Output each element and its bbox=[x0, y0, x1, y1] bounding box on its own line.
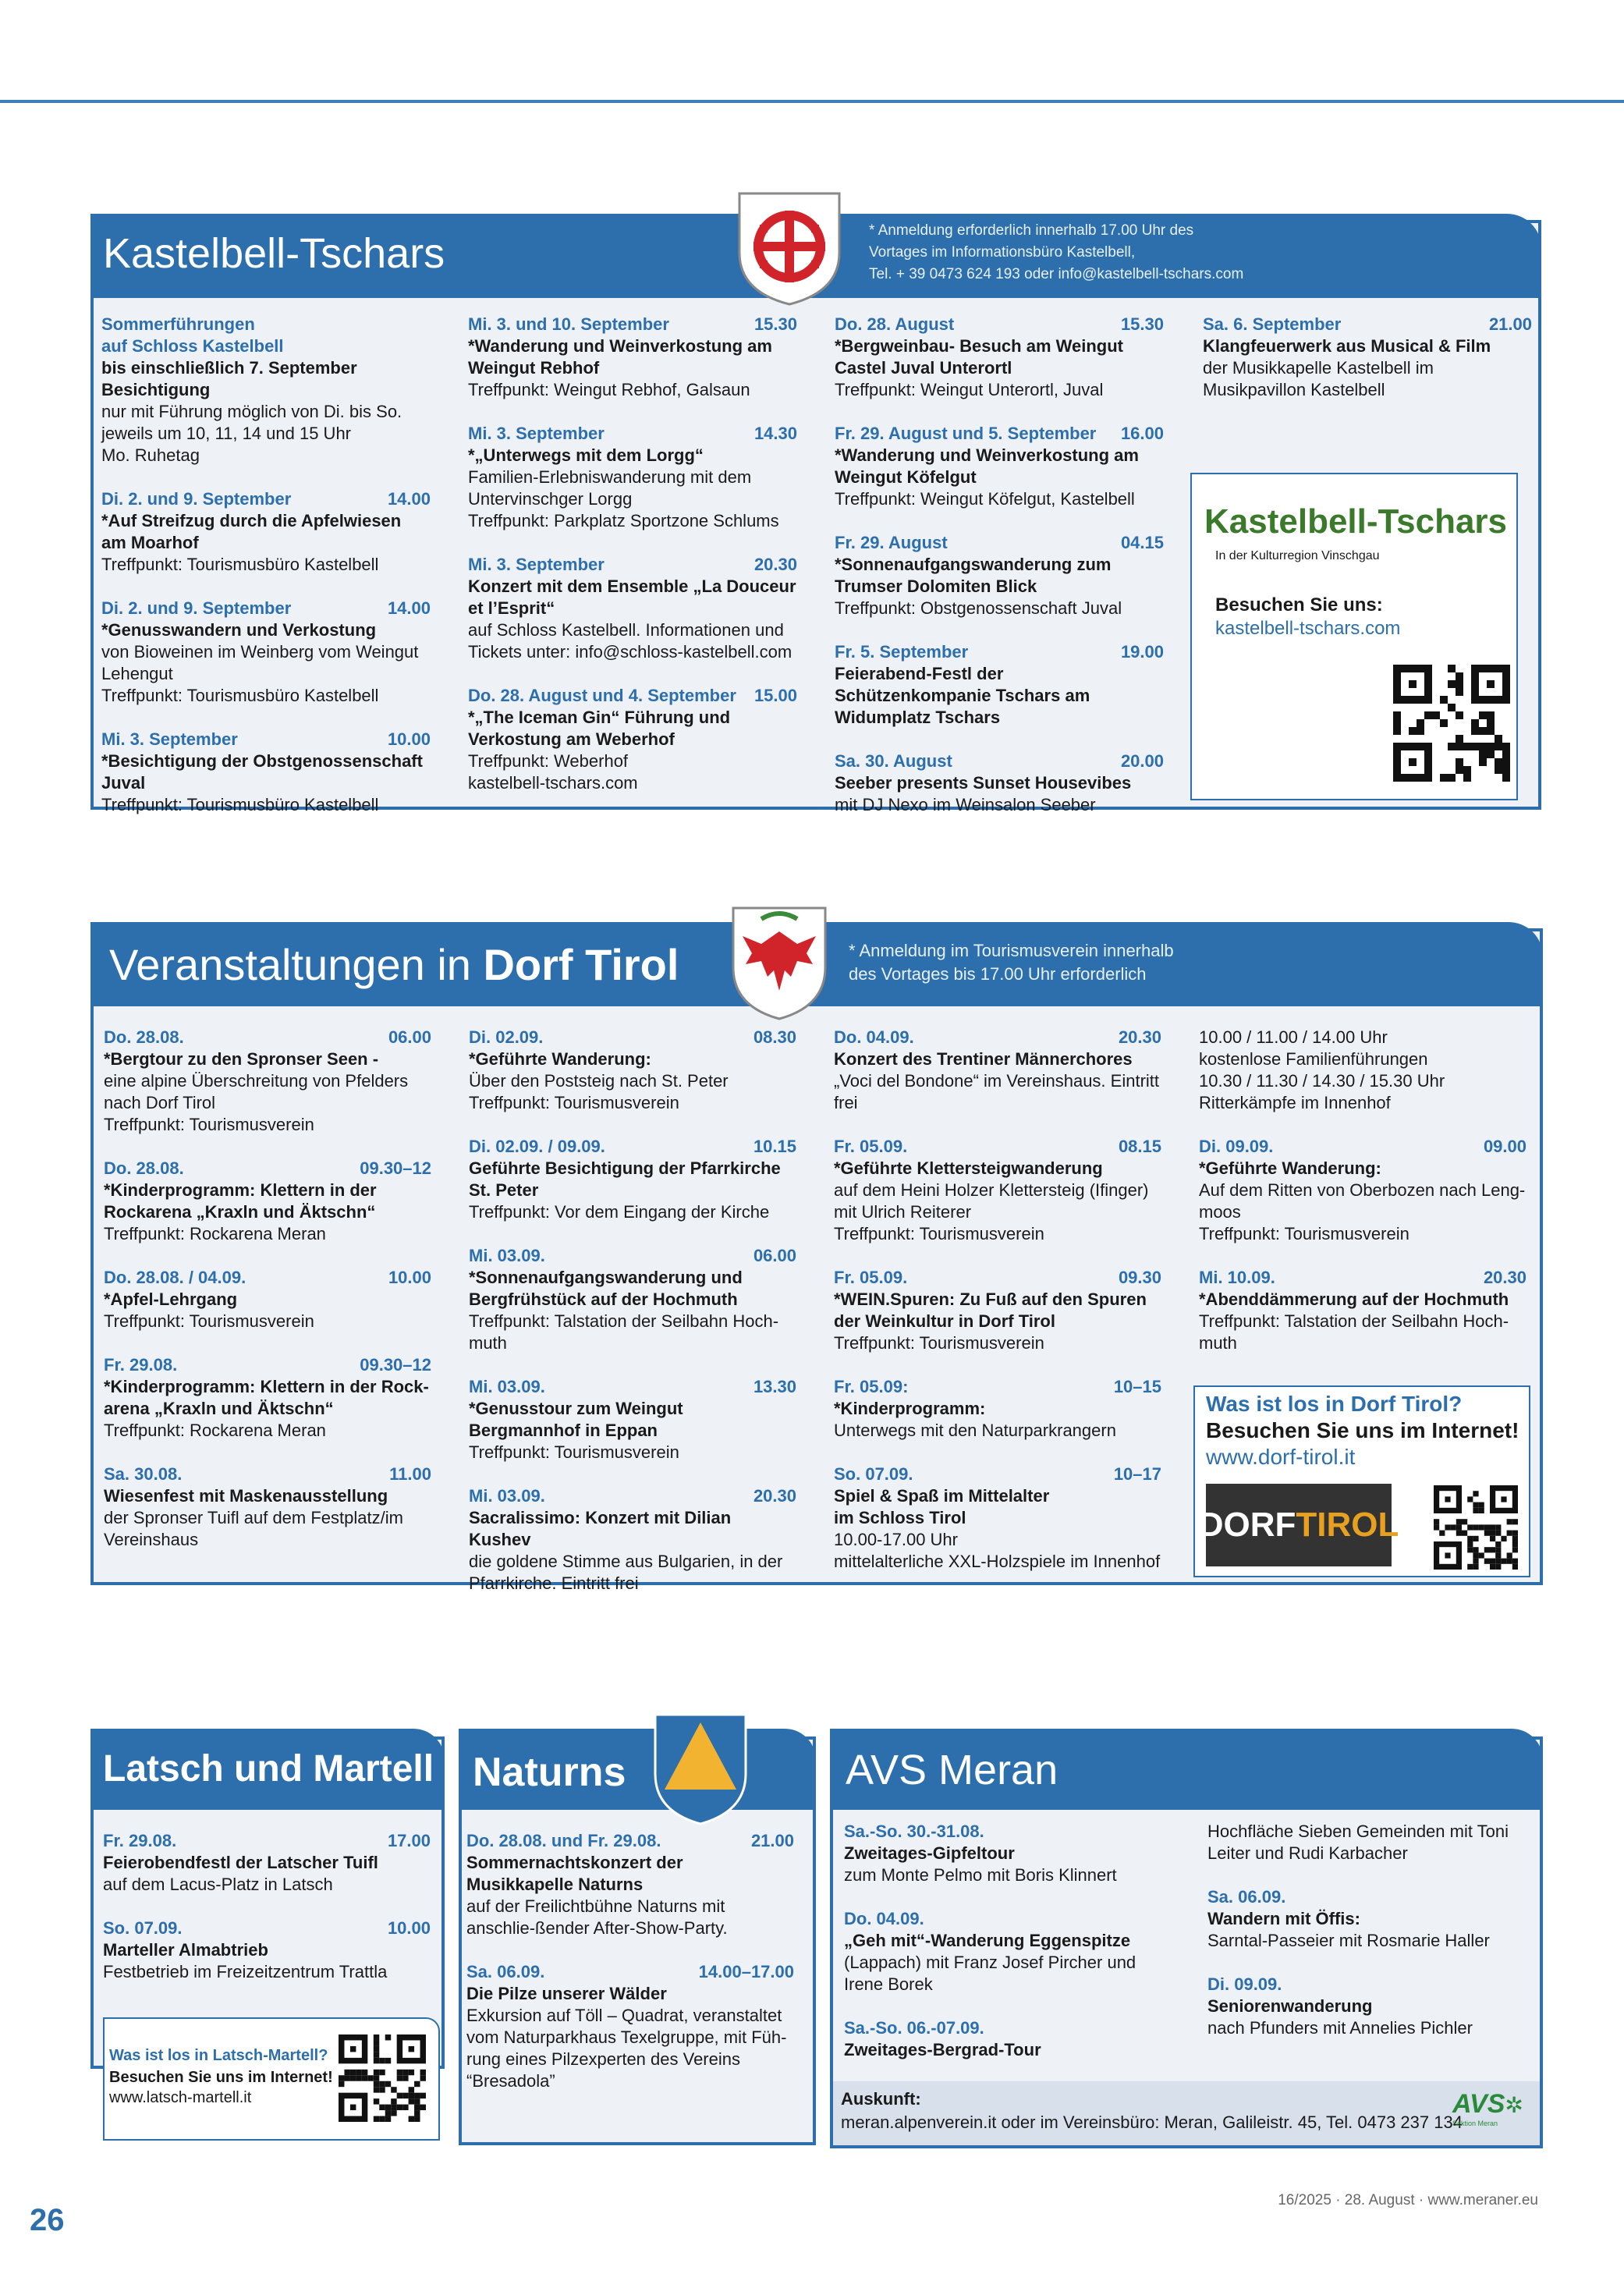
kastelbell-col-3 bbox=[835, 314, 1164, 838]
tirol-col-1 bbox=[104, 1027, 431, 1573]
event-date-row bbox=[834, 1136, 1161, 1158]
event-description: auf dem Lacus-Platz in Latsch bbox=[103, 1875, 333, 1894]
event-time: 10.00 bbox=[388, 1268, 431, 1287]
tirol-col-3 bbox=[834, 1027, 1161, 1595]
event-title: Spiel & Spaß im Mittelalter im Schloss Tirol bbox=[834, 1486, 1050, 1527]
dorf-tirol-logo-a: DORF bbox=[1198, 1506, 1296, 1544]
event-date-row bbox=[1203, 314, 1532, 335]
event-description: Sarntal-Passeier mit Rosmarie Haller bbox=[1207, 1931, 1490, 1950]
event-title: *Auf Streifzug durch die Apfelwiesen am Moarhof bbox=[101, 511, 402, 552]
event-time: 20.30 bbox=[753, 1486, 796, 1506]
event-time: 06.00 bbox=[388, 1027, 431, 1047]
event-date-row bbox=[835, 750, 1164, 772]
event-date-row bbox=[834, 1267, 1161, 1289]
event-date-row bbox=[104, 1027, 431, 1048]
event-date: Di. 09.09. bbox=[1199, 1137, 1274, 1156]
event-time: 21.00 bbox=[750, 1831, 794, 1850]
event-description: auf der Freilichtbühne Naturns mit anschlie-ßender After-Show-Party. bbox=[466, 1896, 728, 1938]
event-title: *Geführte Wanderung: bbox=[469, 1049, 651, 1069]
event-title: Geführte Besichtigung der Pfarrkirche St. Peter bbox=[469, 1158, 781, 1200]
event-date-row bbox=[466, 1830, 794, 1852]
event-date-row bbox=[844, 1821, 1172, 1843]
event-date: Mi. 10.09. bbox=[1199, 1268, 1275, 1287]
event-date: Do. 28.08. bbox=[104, 1027, 184, 1047]
event-description: „Voci del Bondone“ im Vereinshaus. Eintritt frei bbox=[834, 1071, 1160, 1112]
kastelbell-col-2 bbox=[468, 314, 797, 816]
tirol-qr-code-icon[interactable] bbox=[1434, 1485, 1518, 1570]
event-date-row bbox=[844, 2017, 1172, 2039]
tirol-title-bold: Dorf Tirol bbox=[483, 940, 679, 989]
avs-col-2 bbox=[1207, 1821, 1535, 2061]
event-time: 09.00 bbox=[1483, 1137, 1526, 1156]
event-date: Do. 28. August bbox=[835, 314, 955, 334]
event-time: 13.30 bbox=[753, 1377, 796, 1396]
event-time: 20.30 bbox=[753, 555, 797, 574]
event-time: 15.30 bbox=[753, 314, 797, 334]
event-date: Sa.-So. 30.-31.08. bbox=[844, 1822, 984, 1841]
event-time: 09.30 bbox=[1118, 1268, 1161, 1287]
event-title: Seniorenwanderung bbox=[1207, 1996, 1373, 2016]
event-description: 10.00 / 11.00 / 14.00 Uhr kostenlose Familienführungen 10.30 / 11.30 / 14.30 / 15.30 Uhr Ritterkämpfe im Innenhof bbox=[1199, 1027, 1445, 1112]
event-description: der Spronser Tuifl auf dem Festplatz/im Vereinshaus bbox=[104, 1508, 403, 1549]
event-date: Mi. 03.09. bbox=[469, 1246, 545, 1265]
event-item bbox=[469, 1376, 796, 1463]
event-time: 11.00 bbox=[389, 1464, 431, 1484]
avs-title: AVS Meran bbox=[846, 1747, 1058, 1793]
event-title: *„Unterwegs mit dem Lorgg“ bbox=[468, 445, 704, 465]
event-time: 14.00 bbox=[387, 598, 431, 618]
event-item bbox=[1207, 1974, 1535, 2039]
event-title: Seeber presents Sunset Housevibes bbox=[835, 773, 1132, 793]
event-title: *Geführte Wanderung: bbox=[1199, 1158, 1381, 1178]
event-date: Mi. 3. September bbox=[468, 555, 605, 574]
event-title: *Besichtigung der Obstgenossenschaft Juval bbox=[101, 751, 423, 793]
event-item bbox=[104, 1027, 431, 1136]
event-time: 21.00 bbox=[1488, 314, 1532, 334]
event-description: 10.00-17.00 Uhr mittelalterliche XXL-Holzspiele im Innenhof bbox=[834, 1530, 1161, 1571]
event-item bbox=[834, 1376, 1161, 1442]
event-date: Fr. 29.08. bbox=[104, 1355, 178, 1375]
event-description: nach Pfunders mit Annelies Pichler bbox=[1207, 2018, 1473, 2038]
event-date: Di. 02.09. / 09.09. bbox=[469, 1137, 605, 1156]
event-date-row bbox=[844, 1908, 1172, 1930]
event-item bbox=[835, 423, 1164, 510]
event-time: 20.30 bbox=[1118, 1027, 1161, 1047]
event-title: *WEIN.Spuren: Zu Fuß auf den Spuren der Weinkultur in Dorf Tirol bbox=[834, 1289, 1147, 1331]
event-date: Do. 28.08. / 04.09. bbox=[104, 1268, 246, 1287]
kastelbell-ad-box bbox=[1190, 473, 1518, 800]
event-date-row bbox=[104, 1463, 431, 1485]
event-time: 14.00 bbox=[387, 489, 431, 509]
event-title: *Kinderprogramm: Klettern in der Rockarena „Kraxln und Äktschn“ bbox=[104, 1180, 377, 1222]
event-date: Sa. 06.09. bbox=[466, 1962, 545, 1981]
event-date: Do. 28.08. und Fr. 29.08. bbox=[466, 1831, 661, 1850]
avs-edelweiss-icon: ✲ bbox=[1505, 2093, 1523, 2117]
event-time: 10.00 bbox=[387, 729, 431, 749]
event-item bbox=[468, 423, 797, 532]
event-date-row bbox=[835, 423, 1164, 445]
event-date-row bbox=[101, 729, 431, 750]
event-date-row bbox=[1199, 1136, 1526, 1158]
event-title: *Genusstour zum Weingut Bergmannhof in Eppan bbox=[469, 1399, 683, 1440]
event-description: Über den Poststeig nach St. Peter Treffpunkt: Tourismusverein bbox=[469, 1071, 729, 1112]
event-time: 10.00 bbox=[387, 1918, 431, 1938]
event-date-row bbox=[1207, 1886, 1535, 1908]
event-time: 09.30–12 bbox=[360, 1158, 431, 1178]
event-description: von Bioweinen im Weinberg vom Weingut Lehengut Treffpunkt: Tourismusbüro Kastelbell bbox=[101, 642, 419, 705]
event-date-row bbox=[469, 1027, 796, 1048]
event-item bbox=[103, 1830, 431, 1896]
latsch-qr-code-icon[interactable] bbox=[339, 2034, 426, 2122]
event-date: Sa. 6. September bbox=[1203, 314, 1342, 334]
kastelbell-title: Kastelbell-Tschars bbox=[103, 230, 445, 277]
event-description: (Lappach) mit Franz Josef Pircher und Irene Borek bbox=[844, 1953, 1136, 1994]
event-date-row bbox=[104, 1267, 431, 1289]
event-description: Treffpunkt: Talstation der Seilbahn Hoch-muth bbox=[1199, 1311, 1509, 1353]
event-date: Fr. 05.09. bbox=[834, 1137, 908, 1156]
event-date: Di. 09.09. bbox=[1207, 1974, 1282, 1994]
event-item bbox=[469, 1245, 796, 1354]
event-title: *Sonnenaufgangswanderung zum Trumser Dolomiten Blick bbox=[835, 555, 1112, 596]
event-date: Di. 2. und 9. September bbox=[101, 598, 292, 618]
event-description: Treffpunkt: Weberhof kastelbell-tschars.com bbox=[468, 751, 638, 793]
event-description: auf Schloss Kastelbell. Informationen und Tickets unter: info@schloss-kastelbell.com bbox=[468, 620, 792, 662]
kastelbell-crest-icon bbox=[736, 190, 842, 307]
event-title: Die Pilze unserer Wälder bbox=[466, 1984, 667, 2003]
event-title: *Bergweinbau- Besuch am Weingut Castel Juval Unterortl bbox=[835, 336, 1123, 378]
event-time: 17.00 bbox=[387, 1831, 431, 1850]
event-description: Treffpunkt: Tourismusbüro Kastelbell bbox=[101, 555, 379, 574]
event-description: auf dem Heini Holzer Klettersteig (Ifinger) mit Ulrich Reiterer Treffpunkt: Tourismusverein bbox=[834, 1180, 1149, 1243]
event-time: 04.15 bbox=[1120, 533, 1164, 552]
event-description: Treffpunkt: Rockarena Meran bbox=[104, 1421, 326, 1440]
event-date: Fr. 05.09: bbox=[834, 1377, 909, 1396]
event-title: *Sonnenaufgangswanderung und Bergfrühstück auf der Hochmuth bbox=[469, 1268, 743, 1309]
tirol-col-2 bbox=[469, 1027, 796, 1616]
event-date: Sa.-So. 06.-07.09. bbox=[844, 2018, 984, 2038]
event-item bbox=[469, 1027, 796, 1114]
event-item bbox=[1199, 1027, 1526, 1114]
tirol-col-4 bbox=[1199, 1027, 1526, 1376]
event-item bbox=[466, 1830, 794, 1939]
event-date: Fr. 5. September bbox=[835, 642, 969, 662]
event-title: *Abenddämmerung auf der Hochmuth bbox=[1199, 1289, 1509, 1309]
event-title: Zweitages-Gipfeltour bbox=[844, 1843, 1015, 1863]
kastelbell-qr-code-icon[interactable] bbox=[1393, 665, 1510, 782]
event-item bbox=[101, 729, 431, 816]
event-item bbox=[469, 1136, 796, 1223]
event-title: *Kinderprogramm: bbox=[834, 1399, 986, 1418]
event-date-row bbox=[468, 554, 797, 576]
event-description: der Musikkapelle Kastelbell im Musikpavillon Kastelbell bbox=[1203, 358, 1434, 399]
event-description: Familien-Erlebniswanderung mit dem Untervinschger Lorgg Treffpunkt: Parkplatz Sportzone Schlums bbox=[468, 467, 779, 530]
naturns-title: Naturns bbox=[473, 1750, 626, 1795]
event-title: *Bergtour zu den Spronser Seen - bbox=[104, 1049, 379, 1069]
event-title: Konzert des Trentiner Männerchores bbox=[834, 1049, 1133, 1069]
event-item bbox=[835, 314, 1164, 401]
event-date: Mi. 03.09. bbox=[469, 1486, 545, 1506]
latsch-title: Latsch und Martell bbox=[103, 1748, 434, 1790]
event-title: bis einschließlich 7. September Besichtigung bbox=[101, 358, 357, 399]
avs-info-bar bbox=[833, 2081, 1540, 2145]
event-date-row bbox=[101, 598, 431, 619]
kastelbell-ad-brand: Kastelbell-Tschars bbox=[1204, 502, 1508, 541]
event-title: Sommernachtskonzert der Musikkapelle Naturns bbox=[466, 1853, 683, 1894]
event-date: Mi. 3. September bbox=[468, 424, 605, 443]
event-date: Fr. 05.09. bbox=[834, 1268, 908, 1287]
event-date-row bbox=[1199, 1267, 1526, 1289]
event-time: 15.00 bbox=[753, 686, 797, 705]
avs-header bbox=[830, 1729, 1543, 1810]
event-date: Mi. 3. und 10. September bbox=[468, 314, 669, 334]
kastelbell-ad-sub: In der Kulturregion Vinschgau bbox=[1215, 549, 1380, 562]
avs-logo bbox=[1452, 2089, 1535, 2137]
latsch-ad-visit: Besuchen Sie uns im Internet! bbox=[109, 2069, 333, 2086]
event-date: Sa. 30.08. bbox=[104, 1464, 183, 1484]
event-date-row bbox=[834, 1027, 1161, 1048]
event-description: Treffpunkt: Weingut Unterortl, Juval bbox=[835, 380, 1104, 399]
latsch-ad-url[interactable]: www.latsch-martell.it bbox=[109, 2089, 252, 2106]
event-title: *Genusswandern und Verkostung bbox=[101, 620, 377, 640]
event-item bbox=[1207, 1886, 1535, 1952]
avs-info-text: meran.alpenverein.it oder im Vereinsbüro: Meran, Galileistr. 45, Tel. 0473 237 134 bbox=[841, 2112, 1463, 2132]
event-date-row bbox=[468, 685, 797, 707]
event-time: 20.30 bbox=[1483, 1268, 1526, 1287]
avs-info-label: Auskunft: bbox=[841, 2089, 921, 2109]
event-title: *Geführte Klettersteigwanderung bbox=[834, 1158, 1103, 1178]
event-item bbox=[104, 1267, 431, 1332]
event-title: Wandern mit Öffis: bbox=[1207, 1909, 1360, 1928]
event-item bbox=[844, 2017, 1172, 2061]
event-date-row bbox=[469, 1245, 796, 1267]
event-description: Treffpunkt: Tourismusverein bbox=[104, 1311, 314, 1331]
event-title: Konzert mit dem Ensemble „La Douceur et l’Esprit“ bbox=[468, 576, 796, 618]
event-time: 19.00 bbox=[1120, 642, 1164, 662]
event-time: 16.00 bbox=[1120, 424, 1164, 443]
event-date: Do. 28. August und 4. September bbox=[468, 686, 736, 705]
event-date-row bbox=[1207, 1974, 1535, 1995]
event-date-row bbox=[835, 532, 1164, 554]
event-title: *„The Iceman Gin“ Führung und Verkostung am Weberhof bbox=[468, 708, 731, 749]
event-description: eine alpine Überschreitung von Pfelders nach Dorf Tirol Treffpunkt: Tourismusverein bbox=[104, 1071, 409, 1134]
event-description: Treffpunkt: Talstation der Seilbahn Hoch-muth bbox=[469, 1311, 779, 1353]
event-item bbox=[101, 598, 431, 707]
event-description: Treffpunkt: Tourismusbüro Kastelbell bbox=[101, 795, 379, 814]
event-description: mit DJ Nexo im Weinsalon Seeber bbox=[835, 795, 1096, 814]
event-item bbox=[104, 1354, 431, 1442]
event-time: 14.00–17.00 bbox=[698, 1962, 794, 1981]
avs-logo-text: AVS bbox=[1452, 2089, 1505, 2119]
event-item bbox=[844, 1821, 1172, 1886]
event-description: Treffpunkt: Obstgenossenschaft Juval bbox=[835, 598, 1122, 618]
event-time: 09.30–12 bbox=[360, 1355, 431, 1375]
event-date: Sa. 06.09. bbox=[1207, 1887, 1286, 1907]
event-item bbox=[103, 1917, 431, 1983]
event-date-row bbox=[103, 1917, 431, 1939]
naturns-header bbox=[459, 1729, 816, 1810]
event-description: die goldene Stimme aus Bulgarien, in der Pfarrkirche. Eintritt frei bbox=[469, 1552, 783, 1593]
event-title: Klangfeuerwerk aus Musical & Film bbox=[1203, 336, 1491, 356]
event-title: *Wanderung und Weinverkostung am Weingut Rebhof bbox=[468, 336, 772, 378]
event-time: 10–17 bbox=[1113, 1464, 1161, 1484]
latsch-header bbox=[90, 1729, 445, 1810]
event-item bbox=[104, 1158, 431, 1245]
event-title: „Geh mit“-Wanderung Eggenspitze bbox=[844, 1931, 1131, 1950]
event-time: 10.15 bbox=[753, 1137, 796, 1156]
event-item bbox=[101, 314, 431, 466]
avs-col-1 bbox=[844, 1821, 1172, 2083]
event-item bbox=[1207, 1821, 1535, 1864]
event-description: zum Monte Pelmo mit Boris Klinnert bbox=[844, 1865, 1117, 1885]
event-date-row bbox=[469, 1376, 796, 1398]
event-date-row bbox=[835, 314, 1164, 335]
dorf-tirol-logo[interactable] bbox=[1198, 1484, 1399, 1566]
event-item bbox=[1199, 1136, 1526, 1245]
event-title: *Kinderprogramm: Klettern in der Rock-arena „Kraxln und Äktschn“ bbox=[104, 1377, 429, 1418]
event-date-row bbox=[104, 1354, 431, 1376]
event-item bbox=[844, 1908, 1172, 1995]
event-item bbox=[835, 641, 1164, 729]
event-time: 06.00 bbox=[753, 1246, 796, 1265]
tirol-note: * Anmeldung im Tourismusverein innerhalb des Vortages bis 17.00 Uhr erforderlich bbox=[849, 941, 1174, 984]
latsch-ad-question: Was ist los in Latsch-Martell? bbox=[109, 2047, 328, 2064]
tirol-title bbox=[109, 939, 679, 990]
event-description: Auf dem Ritten von Oberbozen nach Leng-moos Treffpunkt: Tourismusverein bbox=[1199, 1180, 1526, 1243]
event-item bbox=[835, 532, 1164, 619]
event-time: 14.30 bbox=[753, 424, 797, 443]
event-item bbox=[835, 750, 1164, 816]
event-date: Do. 28.08. bbox=[104, 1158, 184, 1178]
event-date: Mi. 03.09. bbox=[469, 1377, 545, 1396]
event-description: Treffpunkt: Vor dem Eingang der Kirche bbox=[469, 1202, 770, 1222]
event-item bbox=[1199, 1267, 1526, 1354]
event-title: Wiesenfest mit Maskenausstellung bbox=[104, 1486, 388, 1506]
event-item bbox=[834, 1267, 1161, 1354]
event-title: Feierabend-Festl der Schützenkompanie Tschars am Widumplatz Tschars bbox=[835, 664, 1090, 727]
event-description: Festbetrieb im Freizeitzentrum Trattla bbox=[103, 1962, 388, 1981]
tirol-ad-url[interactable]: www.dorf-tirol.it bbox=[1206, 1445, 1356, 1469]
event-date-row bbox=[101, 314, 431, 357]
kastelbell-col-4 bbox=[1203, 314, 1532, 423]
event-time: 10–15 bbox=[1113, 1377, 1161, 1396]
kastelbell-col-1 bbox=[101, 314, 431, 838]
event-date-row bbox=[469, 1136, 796, 1158]
event-description: Exkursion auf Töll – Quadrat, veranstaltet vom Naturparkhaus Texelgruppe, mit Füh-rung eines Pilzexperten des Vereins “Bresadola” bbox=[466, 2006, 787, 2091]
tirol-title-light: Veranstaltungen in bbox=[109, 940, 484, 989]
event-item bbox=[1203, 314, 1532, 401]
event-date: Di. 02.09. bbox=[469, 1027, 544, 1047]
event-description: nur mit Führung möglich von Di. bis So. jeweils um 10, 11, 14 und 15 Uhr Mo. Ruhetag bbox=[101, 402, 402, 465]
event-item bbox=[104, 1463, 431, 1551]
event-item bbox=[469, 1485, 796, 1595]
event-time: 15.30 bbox=[1120, 314, 1164, 334]
kastelbell-ad-visit: Besuchen Sie uns: bbox=[1215, 594, 1383, 615]
event-date: Fr. 29.08. bbox=[103, 1831, 177, 1850]
event-item bbox=[468, 554, 797, 663]
event-date-row bbox=[104, 1158, 431, 1180]
kastelbell-ad-url[interactable]: kastelbell-tschars.com bbox=[1215, 618, 1401, 639]
event-title: Sacralissimo: Konzert mit Dilian Kushev bbox=[469, 1508, 732, 1549]
event-date-row bbox=[835, 641, 1164, 663]
event-item bbox=[834, 1136, 1161, 1245]
event-description: Treffpunkt: Weingut Rebhof, Galsaun bbox=[468, 380, 750, 399]
event-title: *Wanderung und Weinverkostung am Weingut Köfelgut bbox=[835, 445, 1139, 487]
kastelbell-note: * Anmeldung erforderlich innerhalb 17.00 Uhr des Vortages im Informationsbüro Kastelbell, Tel. + 39 0473 624 193 oder info@kastelbell-tschars.com bbox=[869, 222, 1244, 282]
event-date: Fr. 29. August bbox=[835, 533, 948, 552]
event-time: 08.30 bbox=[753, 1027, 796, 1047]
event-date-row bbox=[469, 1485, 796, 1507]
tirol-ad-question: Was ist los in Dorf Tirol? bbox=[1206, 1392, 1463, 1416]
dorf-tirol-logo-b: TIROL bbox=[1296, 1506, 1399, 1544]
event-description: Treffpunkt: Tourismusverein bbox=[469, 1442, 679, 1462]
event-title: *Apfel-Lehrgang bbox=[104, 1289, 238, 1309]
event-item bbox=[834, 1027, 1161, 1114]
event-description: Treffpunkt: Rockarena Meran bbox=[104, 1224, 326, 1243]
event-date-row bbox=[101, 488, 431, 510]
event-description: Hochfläche Sieben Gemeinden mit Toni Leiter und Rudi Karbacher bbox=[1207, 1822, 1509, 1863]
naturns-events bbox=[466, 1830, 794, 2114]
event-date-row bbox=[103, 1830, 431, 1852]
event-item bbox=[834, 1463, 1161, 1573]
latsch-ad-box bbox=[103, 2017, 440, 2141]
event-title: Marteller Almabtrieb bbox=[103, 1940, 268, 1960]
event-date-row bbox=[468, 423, 797, 445]
top-rule bbox=[0, 100, 1624, 103]
event-date: So. 07.09. bbox=[834, 1464, 913, 1484]
issue-info: 16/2025 · 28. August · www.meraner.eu bbox=[1278, 2192, 1538, 2208]
event-time: 20.00 bbox=[1120, 751, 1164, 771]
event-date-row bbox=[466, 1961, 794, 1983]
event-date: Sommerführungen auf Schloss Kastelbell bbox=[101, 314, 284, 356]
event-date: Di. 2. und 9. September bbox=[101, 489, 292, 509]
event-item bbox=[101, 488, 431, 576]
event-title: Zweitages-Bergrad-Tour bbox=[844, 2040, 1041, 2059]
tirol-ad-box bbox=[1193, 1385, 1530, 1577]
event-date: Mi. 3. September bbox=[101, 729, 238, 749]
tirol-eagle-crest-icon bbox=[730, 905, 828, 1022]
event-description: Treffpunkt: Weingut Köfelgut, Kastelbell bbox=[835, 489, 1135, 509]
event-time: 08.15 bbox=[1118, 1137, 1161, 1156]
tirol-ad-visit: Besuchen Sie uns im Internet! bbox=[1206, 1418, 1519, 1442]
avs-logo-sub: Sektion Meran bbox=[1452, 2120, 1498, 2127]
event-item bbox=[466, 1961, 794, 2092]
event-description: Treffpunkt: Tourismusverein bbox=[834, 1333, 1044, 1353]
event-date: Do. 04.09. bbox=[834, 1027, 914, 1047]
event-item bbox=[468, 314, 797, 401]
event-date: Do. 04.09. bbox=[844, 1909, 924, 1928]
event-date: Sa. 30. August bbox=[835, 751, 952, 771]
event-description: Unterwegs mit den Naturparkrangern bbox=[834, 1421, 1116, 1440]
event-title: Feierobendfestl der Latscher Tuifl bbox=[103, 1853, 378, 1872]
event-date-row bbox=[834, 1463, 1161, 1485]
event-date: Fr. 29. August und 5. September bbox=[835, 424, 1097, 443]
latsch-events bbox=[103, 1830, 431, 2005]
event-date-row bbox=[834, 1376, 1161, 1398]
event-date: So. 07.09. bbox=[103, 1918, 183, 1938]
naturns-crest-icon bbox=[652, 1712, 749, 1827]
event-item bbox=[468, 685, 797, 794]
event-date-row bbox=[468, 314, 797, 335]
page-number: 26 bbox=[30, 2203, 65, 2237]
